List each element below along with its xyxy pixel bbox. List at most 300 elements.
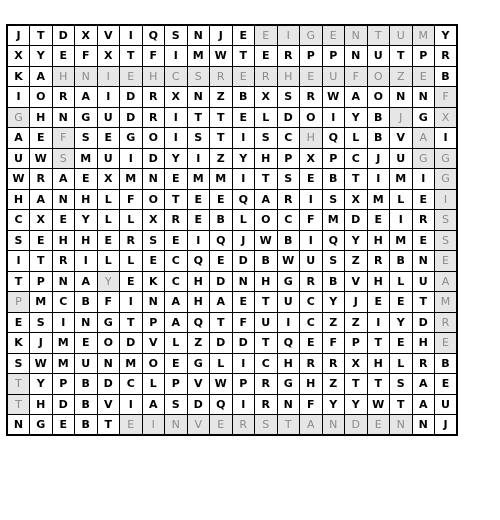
letter-cell[interactable]: R — [412, 353, 435, 374]
letter-cell[interactable]: M — [210, 169, 233, 190]
letter-cell[interactable]: N — [390, 415, 413, 436]
letter-cell[interactable]: S — [322, 251, 345, 272]
letter-cell[interactable]: E — [322, 25, 345, 46]
letter-cell[interactable]: E — [435, 251, 458, 272]
letter-cell[interactable]: V — [345, 271, 368, 292]
letter-cell[interactable]: E — [390, 333, 413, 354]
letter-cell[interactable]: Y — [232, 148, 255, 169]
letter-cell[interactable]: O — [30, 87, 53, 108]
letter-cell[interactable]: P — [52, 374, 75, 395]
letter-cell[interactable]: E — [120, 415, 143, 436]
letter-cell[interactable]: L — [97, 189, 120, 210]
letter-cell[interactable]: S — [165, 394, 188, 415]
letter-cell[interactable]: R — [277, 46, 300, 67]
letter-cell[interactable]: D — [97, 374, 120, 395]
letter-cell[interactable]: R — [210, 66, 233, 87]
letter-cell[interactable]: E — [412, 230, 435, 251]
letter-cell[interactable]: D — [120, 87, 143, 108]
letter-cell[interactable]: H — [187, 292, 210, 313]
letter-cell[interactable]: E — [97, 230, 120, 251]
letter-cell[interactable]: N — [97, 353, 120, 374]
letter-cell[interactable]: S — [75, 128, 98, 149]
letter-cell[interactable]: D — [52, 394, 75, 415]
letter-cell[interactable]: H — [142, 66, 165, 87]
letter-cell[interactable]: H — [367, 271, 390, 292]
letter-cell[interactable]: D — [277, 107, 300, 128]
letter-cell[interactable]: J — [232, 230, 255, 251]
letter-cell[interactable]: Y — [75, 210, 98, 231]
letter-cell[interactable]: W — [30, 353, 53, 374]
letter-cell[interactable]: E — [30, 128, 53, 149]
letter-cell[interactable]: X — [345, 189, 368, 210]
letter-cell[interactable]: E — [75, 169, 98, 190]
letter-cell[interactable]: I — [412, 169, 435, 190]
letter-cell[interactable]: M — [75, 148, 98, 169]
letter-cell[interactable]: T — [255, 292, 278, 313]
letter-cell[interactable]: T — [210, 107, 233, 128]
letter-cell[interactable]: W — [210, 374, 233, 395]
letter-cell[interactable]: T — [367, 333, 390, 354]
letter-cell[interactable]: A — [435, 271, 458, 292]
letter-cell[interactable]: A — [30, 66, 53, 87]
letter-cell[interactable]: I — [187, 230, 210, 251]
letter-cell[interactable]: E — [367, 210, 390, 231]
letter-cell[interactable]: N — [277, 394, 300, 415]
letter-cell[interactable]: L — [390, 189, 413, 210]
letter-cell[interactable]: L — [232, 210, 255, 231]
letter-cell[interactable]: S — [7, 230, 30, 251]
letter-cell[interactable]: G — [187, 353, 210, 374]
letter-cell[interactable]: P — [322, 46, 345, 67]
letter-cell[interactable]: O — [255, 210, 278, 231]
letter-cell[interactable]: B — [390, 251, 413, 272]
letter-cell[interactable]: R — [142, 107, 165, 128]
letter-cell[interactable]: D — [232, 251, 255, 272]
letter-cell[interactable]: R — [300, 87, 323, 108]
letter-cell[interactable]: P — [142, 312, 165, 333]
letter-cell[interactable]: I — [97, 66, 120, 87]
letter-cell[interactable]: U — [300, 251, 323, 272]
letter-cell[interactable]: E — [52, 210, 75, 231]
letter-cell[interactable]: W — [277, 251, 300, 272]
letter-cell[interactable]: E — [120, 66, 143, 87]
letter-cell[interactable]: T — [30, 25, 53, 46]
letter-cell[interactable]: F — [232, 312, 255, 333]
letter-cell[interactable]: I — [232, 394, 255, 415]
letter-cell[interactable]: I — [277, 25, 300, 46]
letter-cell[interactable]: A — [52, 169, 75, 190]
letter-cell[interactable]: W — [30, 148, 53, 169]
letter-cell[interactable]: M — [187, 169, 210, 190]
letter-cell[interactable]: E — [390, 292, 413, 313]
letter-cell[interactable]: R — [255, 374, 278, 395]
letter-cell[interactable]: W — [7, 169, 30, 190]
letter-cell[interactable]: H — [30, 107, 53, 128]
letter-cell[interactable]: W — [255, 230, 278, 251]
letter-cell[interactable]: Z — [390, 66, 413, 87]
letter-cell[interactable]: Q — [187, 312, 210, 333]
letter-cell[interactable]: B — [75, 374, 98, 395]
letter-cell[interactable]: P — [345, 333, 368, 354]
letter-cell[interactable]: C — [52, 292, 75, 313]
letter-cell[interactable]: H — [255, 271, 278, 292]
letter-cell[interactable]: R — [412, 210, 435, 231]
letter-cell[interactable]: H — [300, 374, 323, 395]
letter-cell[interactable]: M — [322, 210, 345, 231]
letter-cell[interactable]: D — [52, 25, 75, 46]
letter-cell[interactable]: I — [435, 128, 458, 149]
letter-cell[interactable]: V — [97, 394, 120, 415]
letter-cell[interactable]: I — [120, 394, 143, 415]
letter-cell[interactable]: E — [300, 66, 323, 87]
letter-cell[interactable]: N — [345, 25, 368, 46]
letter-cell[interactable]: Q — [322, 230, 345, 251]
letter-cell[interactable]: M — [435, 292, 458, 313]
letter-cell[interactable]: R — [52, 87, 75, 108]
letter-cell[interactable]: R — [435, 312, 458, 333]
letter-cell[interactable]: E — [367, 415, 390, 436]
letter-cell[interactable]: Z — [322, 374, 345, 395]
letter-cell[interactable]: E — [52, 46, 75, 67]
letter-cell[interactable]: T — [7, 394, 30, 415]
letter-cell[interactable]: R — [120, 230, 143, 251]
letter-cell[interactable]: O — [367, 87, 390, 108]
letter-cell[interactable]: T — [390, 394, 413, 415]
letter-cell[interactable]: Q — [232, 189, 255, 210]
letter-cell[interactable]: M — [390, 230, 413, 251]
letter-cell[interactable]: Z — [322, 312, 345, 333]
letter-cell[interactable]: A — [345, 87, 368, 108]
letter-cell[interactable]: D — [210, 271, 233, 292]
letter-cell[interactable]: D — [412, 312, 435, 333]
letter-cell[interactable]: I — [232, 128, 255, 149]
letter-cell[interactable]: M — [120, 169, 143, 190]
letter-cell[interactable]: C — [277, 210, 300, 231]
letter-cell[interactable]: R — [277, 189, 300, 210]
letter-cell[interactable]: T — [210, 312, 233, 333]
letter-cell[interactable]: E — [412, 189, 435, 210]
letter-cell[interactable]: E — [165, 230, 188, 251]
letter-cell[interactable]: F — [142, 46, 165, 67]
letter-cell[interactable]: B — [210, 210, 233, 231]
letter-cell[interactable]: T — [187, 107, 210, 128]
letter-cell[interactable]: F — [300, 394, 323, 415]
letter-cell[interactable]: A — [165, 312, 188, 333]
letter-cell[interactable]: D — [345, 415, 368, 436]
letter-cell[interactable]: N — [165, 415, 188, 436]
letter-cell[interactable]: T — [30, 251, 53, 272]
letter-cell[interactable]: R — [52, 251, 75, 272]
letter-cell[interactable]: E — [232, 107, 255, 128]
letter-cell[interactable]: X — [7, 46, 30, 67]
letter-cell[interactable]: I — [277, 312, 300, 333]
letter-cell[interactable]: B — [75, 415, 98, 436]
letter-cell[interactable]: O — [97, 333, 120, 354]
letter-cell[interactable]: R — [165, 210, 188, 231]
letter-cell[interactable]: V — [97, 25, 120, 46]
letter-cell[interactable]: B — [435, 353, 458, 374]
letter-cell[interactable]: R — [255, 66, 278, 87]
letter-cell[interactable]: S — [165, 25, 188, 46]
letter-cell[interactable]: T — [345, 169, 368, 190]
letter-cell[interactable]: A — [412, 128, 435, 149]
letter-cell[interactable]: E — [7, 312, 30, 333]
letter-cell[interactable]: R — [300, 271, 323, 292]
letter-cell[interactable]: C — [165, 251, 188, 272]
letter-cell[interactable]: I — [165, 128, 188, 149]
letter-cell[interactable]: Z — [210, 87, 233, 108]
letter-cell[interactable]: Y — [345, 230, 368, 251]
letter-cell[interactable]: X — [165, 87, 188, 108]
letter-cell[interactable]: P — [232, 374, 255, 395]
letter-cell[interactable]: E — [187, 189, 210, 210]
letter-cell[interactable]: E — [165, 169, 188, 190]
letter-cell[interactable]: Q — [322, 128, 345, 149]
letter-cell[interactable]: Y — [322, 394, 345, 415]
letter-cell[interactable]: N — [345, 46, 368, 67]
letter-cell[interactable]: I — [232, 169, 255, 190]
letter-cell[interactable]: G — [412, 107, 435, 128]
letter-cell[interactable]: D — [142, 148, 165, 169]
letter-cell[interactable]: A — [412, 394, 435, 415]
letter-cell[interactable]: O — [300, 107, 323, 128]
letter-cell[interactable]: Y — [165, 148, 188, 169]
letter-cell[interactable]: I — [7, 251, 30, 272]
letter-cell[interactable]: P — [277, 148, 300, 169]
letter-cell[interactable]: S — [435, 210, 458, 231]
letter-cell[interactable]: H — [277, 353, 300, 374]
letter-cell[interactable]: C — [255, 353, 278, 374]
letter-cell[interactable]: N — [52, 189, 75, 210]
letter-cell[interactable]: G — [300, 25, 323, 46]
letter-cell[interactable]: I — [300, 230, 323, 251]
letter-cell[interactable]: N — [412, 251, 435, 272]
letter-cell[interactable]: N — [187, 25, 210, 46]
letter-cell[interactable]: S — [277, 169, 300, 190]
letter-cell[interactable]: M — [187, 46, 210, 67]
letter-cell[interactable]: Y — [345, 107, 368, 128]
letter-cell[interactable]: X — [75, 25, 98, 46]
letter-cell[interactable]: Z — [187, 333, 210, 354]
letter-cell[interactable]: I — [367, 169, 390, 190]
letter-cell[interactable]: N — [52, 271, 75, 292]
letter-cell[interactable]: T — [232, 46, 255, 67]
letter-cell[interactable]: W — [367, 394, 390, 415]
letter-cell[interactable]: E — [255, 25, 278, 46]
letter-cell[interactable]: S — [52, 148, 75, 169]
letter-cell[interactable]: L — [165, 333, 188, 354]
letter-cell[interactable]: K — [7, 66, 30, 87]
letter-cell[interactable]: S — [322, 189, 345, 210]
letter-cell[interactable]: G — [97, 312, 120, 333]
letter-cell[interactable]: I — [75, 251, 98, 272]
letter-cell[interactable]: X — [97, 46, 120, 67]
letter-cell[interactable]: B — [75, 292, 98, 313]
letter-cell[interactable]: I — [165, 46, 188, 67]
letter-cell[interactable]: X — [435, 107, 458, 128]
letter-cell[interactable]: E — [367, 292, 390, 313]
letter-cell[interactable]: N — [75, 312, 98, 333]
letter-cell[interactable]: E — [210, 251, 233, 272]
letter-cell[interactable]: H — [187, 271, 210, 292]
letter-cell[interactable]: G — [435, 148, 458, 169]
letter-cell[interactable]: T — [367, 374, 390, 395]
letter-cell[interactable]: D — [345, 210, 368, 231]
letter-cell[interactable]: M — [52, 353, 75, 374]
letter-cell[interactable]: I — [120, 148, 143, 169]
letter-cell[interactable]: Z — [210, 148, 233, 169]
letter-cell[interactable]: L — [210, 353, 233, 374]
letter-cell[interactable]: A — [7, 128, 30, 149]
letter-cell[interactable]: G — [412, 148, 435, 169]
letter-cell[interactable]: O — [142, 353, 165, 374]
letter-cell[interactable]: R — [322, 353, 345, 374]
letter-cell[interactable]: D — [210, 333, 233, 354]
letter-cell[interactable]: X — [142, 210, 165, 231]
letter-cell[interactable]: H — [255, 148, 278, 169]
letter-cell[interactable]: C — [300, 312, 323, 333]
letter-cell[interactable]: C — [345, 148, 368, 169]
letter-cell[interactable]: X — [255, 87, 278, 108]
letter-cell[interactable]: D — [120, 333, 143, 354]
letter-cell[interactable]: L — [120, 251, 143, 272]
letter-cell[interactable]: W — [210, 46, 233, 67]
letter-cell[interactable]: K — [7, 333, 30, 354]
letter-cell[interactable]: Z — [345, 312, 368, 333]
letter-cell[interactable]: L — [390, 271, 413, 292]
letter-cell[interactable]: A — [300, 415, 323, 436]
letter-cell[interactable]: Y — [345, 394, 368, 415]
letter-cell[interactable]: T — [345, 374, 368, 395]
letter-cell[interactable]: N — [142, 169, 165, 190]
letter-cell[interactable]: E — [30, 230, 53, 251]
letter-cell[interactable]: I — [390, 210, 413, 231]
letter-cell[interactable]: H — [75, 189, 98, 210]
letter-cell[interactable]: A — [255, 189, 278, 210]
letter-cell[interactable]: I — [367, 312, 390, 333]
letter-cell[interactable]: G — [277, 374, 300, 395]
letter-cell[interactable]: C — [300, 292, 323, 313]
letter-cell[interactable]: B — [435, 66, 458, 87]
letter-cell[interactable]: H — [7, 189, 30, 210]
letter-cell[interactable]: P — [300, 46, 323, 67]
letter-cell[interactable]: S — [30, 312, 53, 333]
letter-cell[interactable]: I — [97, 87, 120, 108]
letter-cell[interactable]: G — [7, 107, 30, 128]
letter-cell[interactable]: B — [367, 128, 390, 149]
letter-cell[interactable]: T — [97, 415, 120, 436]
letter-cell[interactable]: I — [52, 312, 75, 333]
letter-cell[interactable]: D — [120, 107, 143, 128]
letter-cell[interactable]: S — [435, 230, 458, 251]
letter-cell[interactable]: E — [232, 25, 255, 46]
letter-cell[interactable]: L — [345, 128, 368, 149]
letter-cell[interactable]: M — [412, 25, 435, 46]
letter-cell[interactable]: C — [165, 66, 188, 87]
letter-cell[interactable]: P — [7, 292, 30, 313]
letter-cell[interactable]: R — [232, 415, 255, 436]
letter-cell[interactable]: H — [75, 230, 98, 251]
letter-cell[interactable]: E — [232, 66, 255, 87]
letter-cell[interactable]: R — [367, 251, 390, 272]
letter-cell[interactable]: T — [7, 374, 30, 395]
letter-cell[interactable]: I — [165, 107, 188, 128]
letter-cell[interactable]: H — [412, 333, 435, 354]
letter-cell[interactable]: M — [367, 189, 390, 210]
letter-cell[interactable]: A — [412, 374, 435, 395]
letter-cell[interactable]: O — [142, 189, 165, 210]
letter-cell[interactable]: P — [165, 374, 188, 395]
letter-cell[interactable]: N — [75, 66, 98, 87]
letter-cell[interactable]: I — [435, 189, 458, 210]
letter-cell[interactable]: I — [142, 415, 165, 436]
letter-cell[interactable]: N — [7, 415, 30, 436]
letter-cell[interactable]: B — [255, 251, 278, 272]
letter-cell[interactable]: I — [232, 353, 255, 374]
letter-cell[interactable]: C — [165, 271, 188, 292]
letter-cell[interactable]: J — [435, 415, 458, 436]
letter-cell[interactable]: J — [30, 333, 53, 354]
letter-cell[interactable]: N — [187, 87, 210, 108]
letter-cell[interactable]: Q — [210, 394, 233, 415]
letter-cell[interactable]: D — [232, 333, 255, 354]
letter-cell[interactable]: F — [345, 66, 368, 87]
letter-cell[interactable]: B — [322, 271, 345, 292]
letter-cell[interactable]: N — [232, 271, 255, 292]
letter-cell[interactable]: G — [30, 415, 53, 436]
letter-cell[interactable]: P — [322, 148, 345, 169]
letter-cell[interactable]: M — [52, 333, 75, 354]
letter-cell[interactable]: B — [322, 169, 345, 190]
letter-cell[interactable]: A — [165, 292, 188, 313]
letter-cell[interactable]: P — [30, 271, 53, 292]
letter-cell[interactable]: D — [187, 394, 210, 415]
letter-cell[interactable]: L — [120, 210, 143, 231]
letter-cell[interactable]: J — [390, 107, 413, 128]
letter-cell[interactable]: N — [322, 415, 345, 436]
letter-cell[interactable]: H — [30, 394, 53, 415]
letter-cell[interactable]: X — [30, 210, 53, 231]
letter-cell[interactable]: L — [97, 251, 120, 272]
letter-cell[interactable]: Y — [30, 374, 53, 395]
letter-cell[interactable]: U — [412, 271, 435, 292]
letter-cell[interactable]: S — [187, 128, 210, 149]
letter-cell[interactable]: E — [142, 251, 165, 272]
letter-cell[interactable]: E — [52, 415, 75, 436]
letter-cell[interactable]: U — [97, 107, 120, 128]
letter-cell[interactable]: E — [232, 292, 255, 313]
letter-cell[interactable]: S — [255, 415, 278, 436]
letter-cell[interactable]: E — [120, 271, 143, 292]
letter-cell[interactable]: O — [367, 66, 390, 87]
letter-cell[interactable]: R — [30, 169, 53, 190]
letter-cell[interactable]: J — [210, 25, 233, 46]
letter-cell[interactable]: E — [75, 333, 98, 354]
letter-cell[interactable]: H — [300, 128, 323, 149]
letter-cell[interactable]: C — [277, 128, 300, 149]
letter-cell[interactable]: E — [187, 210, 210, 231]
letter-cell[interactable]: X — [345, 353, 368, 374]
letter-cell[interactable]: G — [120, 128, 143, 149]
letter-cell[interactable]: E — [97, 128, 120, 149]
letter-cell[interactable]: M — [390, 169, 413, 190]
letter-cell[interactable]: F — [97, 292, 120, 313]
letter-cell[interactable]: R — [255, 394, 278, 415]
letter-cell[interactable]: I — [300, 189, 323, 210]
letter-cell[interactable]: U — [322, 66, 345, 87]
letter-cell[interactable]: R — [300, 353, 323, 374]
letter-cell[interactable]: V — [187, 415, 210, 436]
